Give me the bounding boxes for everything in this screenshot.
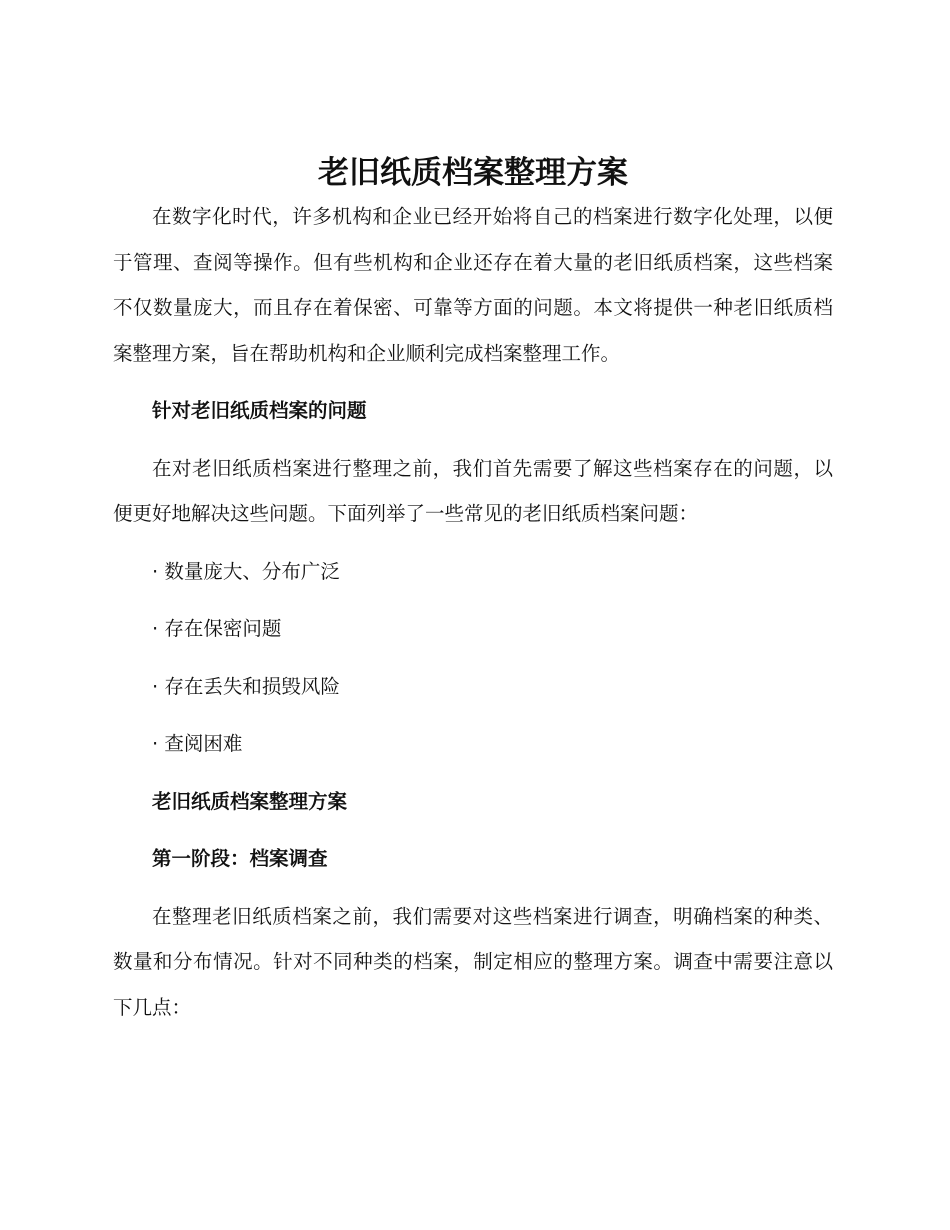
document-title: 老旧纸质档案整理方案 <box>318 155 628 191</box>
subsection-heading-stage1: 第一阶段：档案调查 <box>152 847 328 870</box>
spacer <box>113 824 833 836</box>
spacer <box>113 434 833 446</box>
spacer <box>113 537 833 549</box>
problems-paragraph: 在对老旧纸质档案进行整理之前，我们首先需要了解这些档案存在的问题，以便更好地解决这些问题。下面列举了一些常见的老旧纸质档案问题： <box>113 456 833 525</box>
section-heading-plan: 老旧纸质档案整理方案 <box>152 789 348 813</box>
spacer <box>113 652 833 664</box>
intro-paragraph: 在数字化时代，许多机构和企业已经开始将自己的档案进行数字化处理，以便于管理、查阅等操作。但有些机构和企业还存在着大量的老旧纸质档案，这些档案不仅数量庞大，而且存在着保密、可靠等方面的问题。本文将提供一种老旧纸质档案整理方案，旨在帮助机构和企业顺利完成档案整理工作。 <box>113 205 833 365</box>
bullet-item: · 查阅困难 <box>152 732 243 755</box>
spacer <box>113 709 833 721</box>
spacer <box>113 767 833 779</box>
spacer <box>113 594 833 606</box>
spacer <box>113 376 833 388</box>
section-heading-problems: 针对老旧纸质档案的问题 <box>152 399 367 422</box>
bullet-item: · 存在保密问题 <box>152 617 282 640</box>
bullet-item: · 存在丢失和损毁风险 <box>152 674 340 698</box>
stage1-paragraph: 在整理老旧纸质档案之前，我们需要对这些档案进行调查，明确档案的种类、数量和分布情况。针对不同种类的档案，制定相应的整理方案。调查中需要注意以下几点： <box>113 904 833 1019</box>
spacer <box>113 882 833 894</box>
bullet-item: · 数量庞大、分布广泛 <box>152 559 340 583</box>
document-content <box>113 150 833 1030</box>
